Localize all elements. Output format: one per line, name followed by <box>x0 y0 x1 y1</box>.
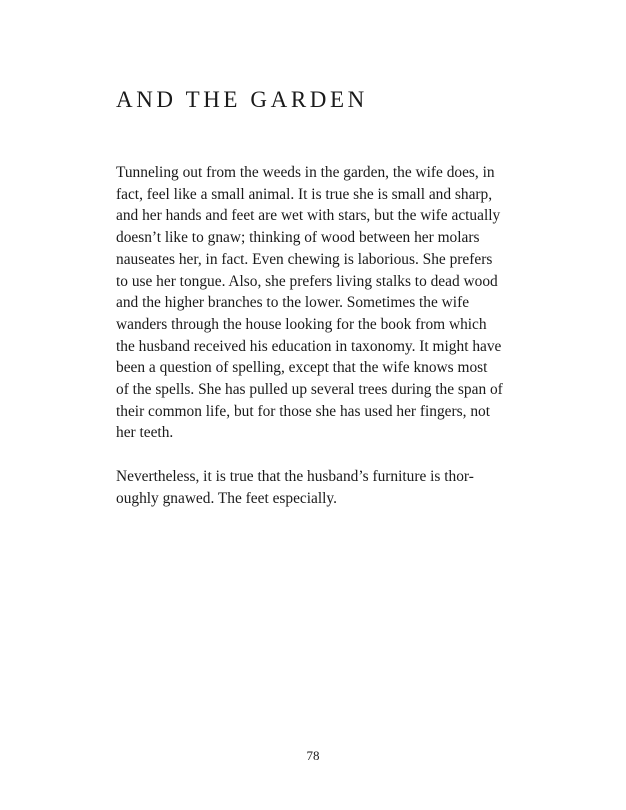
text-line: of the spells. She has pulled up several trees during the span of <box>116 381 503 399</box>
text-line: doesn’t like to gnaw; thinking of wood between her molars <box>116 229 480 247</box>
text-line: oughly gnawed. The feet especially. <box>116 489 337 507</box>
text-line: to use her tongue. Also, she prefers living stalks to dead wood <box>116 272 498 290</box>
text-line: Nevertheless, it is true that the husband’s furniture is thor- <box>116 467 474 485</box>
paragraph-1 <box>116 162 503 444</box>
text-line: been a question of spelling, except that the wife knows most <box>116 359 488 377</box>
paragraph-2 <box>116 466 472 509</box>
text-line: their common life, but for those she has used her fingers, not <box>116 402 490 420</box>
text-line: fact, feel like a small animal. It is true she is small and sharp, <box>116 185 493 203</box>
body-text <box>116 162 503 509</box>
text-line: and the higher branches to the lower. Sometimes the wife <box>116 294 470 312</box>
text-line: and her hands and feet are wet with stars, but the wife actually <box>116 207 501 225</box>
text-line: wanders through the house looking for the book from which <box>116 315 487 333</box>
text-line: the husband received his education in taxonomy. It might have <box>116 337 502 355</box>
page-number: 78 <box>306 748 320 763</box>
chapter-title: AND THE GARDEN <box>116 87 368 112</box>
text-line: her teeth. <box>116 424 174 442</box>
text-line: Tunneling out from the weeds in the garden, the wife does, in <box>116 164 495 181</box>
text-line: nauseates her, in fact. Even chewing is laborious. She prefers <box>116 250 493 268</box>
